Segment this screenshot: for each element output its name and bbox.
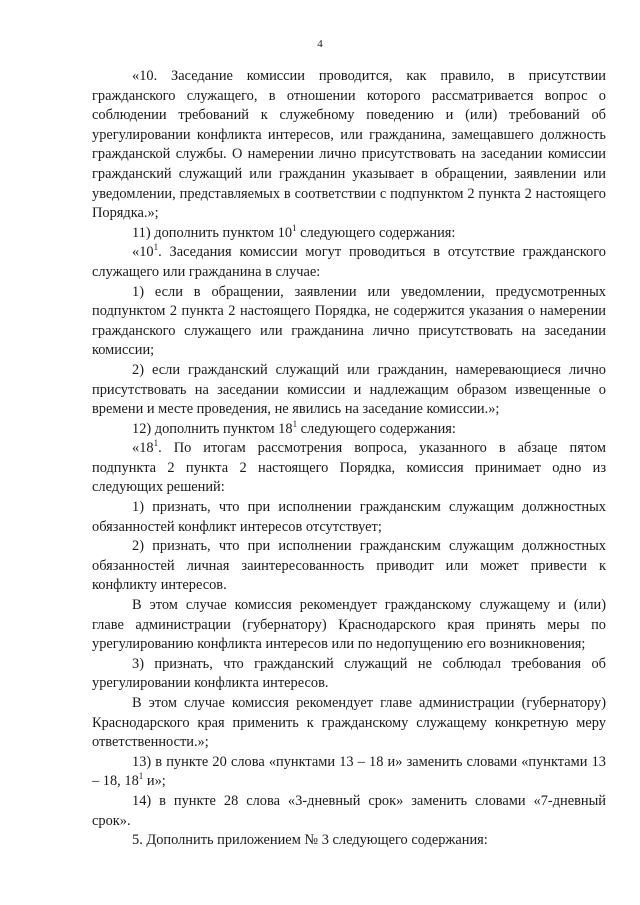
- paragraph-decision-2: 2) признать, что при исполнении гражданским служащим должностных обязанностей личная заинтересованность приводит или может привести к конфликту интересов.: [92, 538, 606, 594]
- paragraph-item-14: 14) в пункте 28 слова «3-дневный срок» заменить словами «7-дневный срок».: [92, 792, 606, 829]
- paragraph-item-12: 12) дополнить пунктом $18^1$ следующего содержания:: [132, 418, 456, 437]
- paragraph-item-13: 13) в пункте 20 слова «пунктами 13 – 18 и» заменить словами «пунктами 13 – 18, $18^1$ и»;: [92, 753, 606, 790]
- paragraph-case-1: 1) если в обращении, заявлении или уведомлении, предусмотренных подпунктом 2 пункта 2 настоящего Порядка, не содержится указания о намерении гражданского служащего или гражданина лично присутствовать на заседании комиссии;: [92, 283, 606, 359]
- paragraph-case-2: 2) если гражданский служащий или гражданин, намеревающиеся лично присутствовать на заседании комиссии и надлежащим образом извещенные о времени и месте проведения, не явились на заседание комиссии.»;: [92, 361, 606, 418]
- paragraph-10-1: «$10^1$. Заседания комиссии могут проводиться в отсутствие гражданского служащего или гражданина в случае:: [92, 242, 606, 280]
- paragraph-recommendation-2: В этом случае комиссия рекомендует главе администрации (губернатору) Краснодарского края применить к гражданскому служащему конкретную меру ответственности.»;: [92, 695, 606, 751]
- document-body: [92, 67, 606, 851]
- page-number: 4: [317, 38, 323, 50]
- paragraph-decision-3: 3) признать, что гражданский служащий не соблюдал требования об урегулировании конфликта интересов.: [92, 655, 606, 692]
- paragraph-item-5: 5. Дополнить приложением № 3 следующего содержания:: [132, 832, 488, 849]
- paragraph-decision-1: 1) признать, что при исполнении гражданским служащим должностных обязанностей конфликт интересов отсутствует;: [92, 499, 606, 535]
- paragraph-recommendation-1: В этом случае комиссия рекомендует гражданскому служащему и (или) главе администрации (губернатору) Краснодарского края принять меры по урегулированию конфликта интересов или по недопущению его возникновения;: [92, 597, 606, 653]
- paragraph-18-1: «$18^1$. По итогам рассмотрения вопроса, указанного в абзаце пятом подпункта 2 пункта 2 настоящего Порядка, комиссия принимает одно из следующих решений:: [92, 438, 606, 496]
- paragraph-item-11: 11) дополнить пунктом $10^1$ следующего содержания:: [132, 222, 456, 241]
- paragraph-10: «10. Заседание комиссии проводится, как правило, в присутствии гражданского служащего, в отношении которого рассматривается вопрос о соблюдении требований к служебному поведению и (или) требований об урегулировании конфликта интересов, или гражданина, замещавшего должность гражданской службы. О намерении лично присутствовать на заседании комиссии гражданский служащий или гражданин указывает в обращении, заявлении или уведомлении, представляемых в соответствии с подпунктом 2 пункта 2 настоящего Порядка.»;: [92, 68, 606, 222]
